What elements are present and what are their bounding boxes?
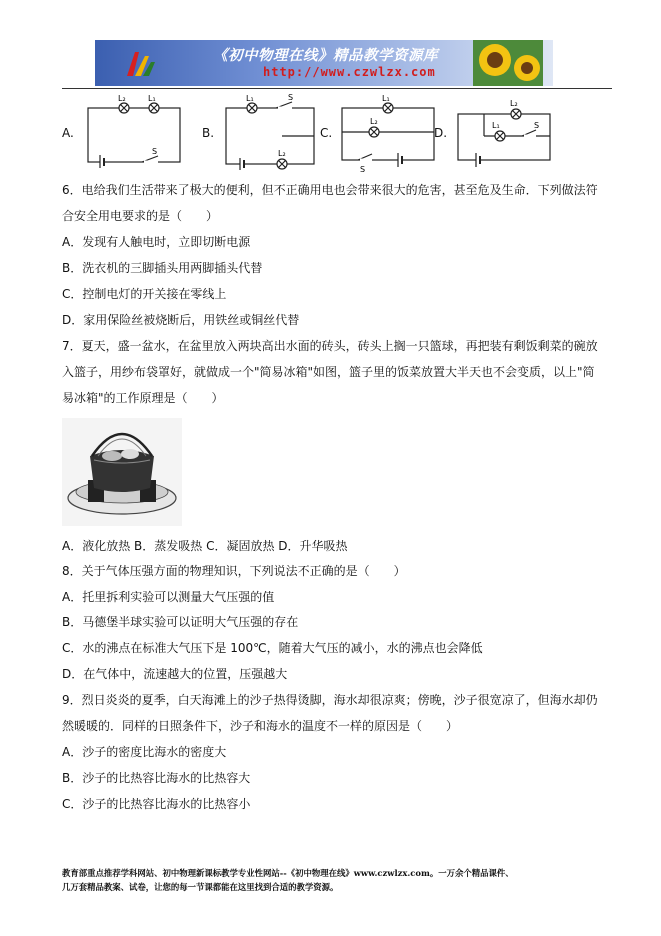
switch-label: S [534,121,540,130]
question-9-option-c: C．沙子的比热容比海水的比热容小 [62,797,251,811]
lamp-label: L₂ [370,117,378,126]
lamp-label: L₁ [246,94,254,103]
question-8-option-a: A．托里拆利实验可以测量大气压强的值 [62,590,275,604]
question-8-line-1: 8．关于气体压强方面的物理知识，下列说法不正确的是（ ） [62,564,406,578]
switch-label: S [288,94,294,102]
lamp-label: L₁ [148,94,156,103]
question-9-option-a: A．沙子的密度比海水的密度大 [62,745,227,759]
simple-fridge-illustration [62,418,182,526]
circuit-diagram-b [222,94,318,170]
footer-line-1: 教育部重点推荐学科网站、初中物理新课标教学专业性网站--《初中物理在线》www.czwlzx.com。一万余个精品课件、 [62,868,514,878]
question-6-line-2: 合安全用电要求的是（ ） [62,209,219,223]
option-d-label: D. [434,126,448,140]
question-8-option-d: D．在气体中，流速越大的位置，压强越大 [62,667,288,681]
lamp-label: L₂ [118,94,126,103]
switch-label: S [152,147,158,156]
site-url[interactable]: http://www.czwlzx.com [263,65,436,79]
question-6-option-c: C．控制电灯的开关接在零线上 [62,287,227,301]
lamp-label: L₁ [382,94,390,103]
question-9-option-b: B．沙子的比热容比海水的比热容大 [62,771,251,785]
question-6-line-1: 6．电给我们生活带来了极大的便利，但不正确用电也会带来很大的危害，甚至危及生命．下列做法符 [62,183,598,197]
circuit-diagram-a [84,94,184,168]
question-8-option-c: C．水的沸点在标准大气压下是 100℃，随着大气压的减小，水的沸点也会降低 [62,641,483,655]
question-7-line-2: 入篮子，用纱布袋罩好，就做成一个"简易冰箱"如图，篮子里的饭菜放置大半天也不会变质，以上"简 [62,365,595,379]
header-divider [62,88,612,89]
circuit-options [62,94,612,174]
option-a-label: A. [62,126,74,140]
page-footer [62,866,622,894]
circuit-diagram-d [454,94,554,170]
question-6-option-b: B．洗衣机的三脚插头用两脚插头代替 [62,261,263,275]
site-logo-icon [123,46,157,80]
question-9-line-1: 9．烈日炎炎的夏季，白天海滩上的沙子热得烫脚，海水却很凉爽；傍晚，沙子很宽凉了，但海水却仍 [62,693,598,707]
sunflower-icon [473,40,543,86]
question-8-option-b: B．马德堡半球实验可以证明大气压强的存在 [62,615,299,629]
header-banner [95,40,553,86]
switch-label: S [360,165,366,174]
question-9-line-2: 然暖暖的．同样的日照条件下，沙子和海水的温度不一样的原因是（ ） [62,719,459,733]
question-6-option-d: D．家用保险丝被烧断后，用铁丝或铜丝代替 [62,313,300,327]
question-7-line-3: 易冰箱"的工作原理是（ ） [62,391,224,405]
lamp-label: L₁ [492,121,500,130]
footer-line-2: 几万套精品教案、试卷，让您的每一节课都能在这里找到合适的教学资源。 [62,882,339,892]
question-6-option-a: A．发现有人触电时，立即切断电源 [62,235,251,249]
question-7-line-1: 7．夏天，盛一盆水，在盆里放入两块高出水面的砖头，砖头上搁一只篮球，再把装有剩饭剩菜的碗放 [62,339,598,353]
option-b-label: B. [202,126,215,140]
lamp-label: L₂ [278,149,286,158]
lamp-label: L₂ [510,99,518,108]
circuit-diagram-c [338,94,438,174]
site-title: 《初中物理在线》精品教学资源库 [213,48,438,64]
question-7-options: A．液化放热 B．蒸发吸热 C．凝固放热 D．升华吸热 [62,539,348,553]
option-c-label: C. [320,126,333,140]
